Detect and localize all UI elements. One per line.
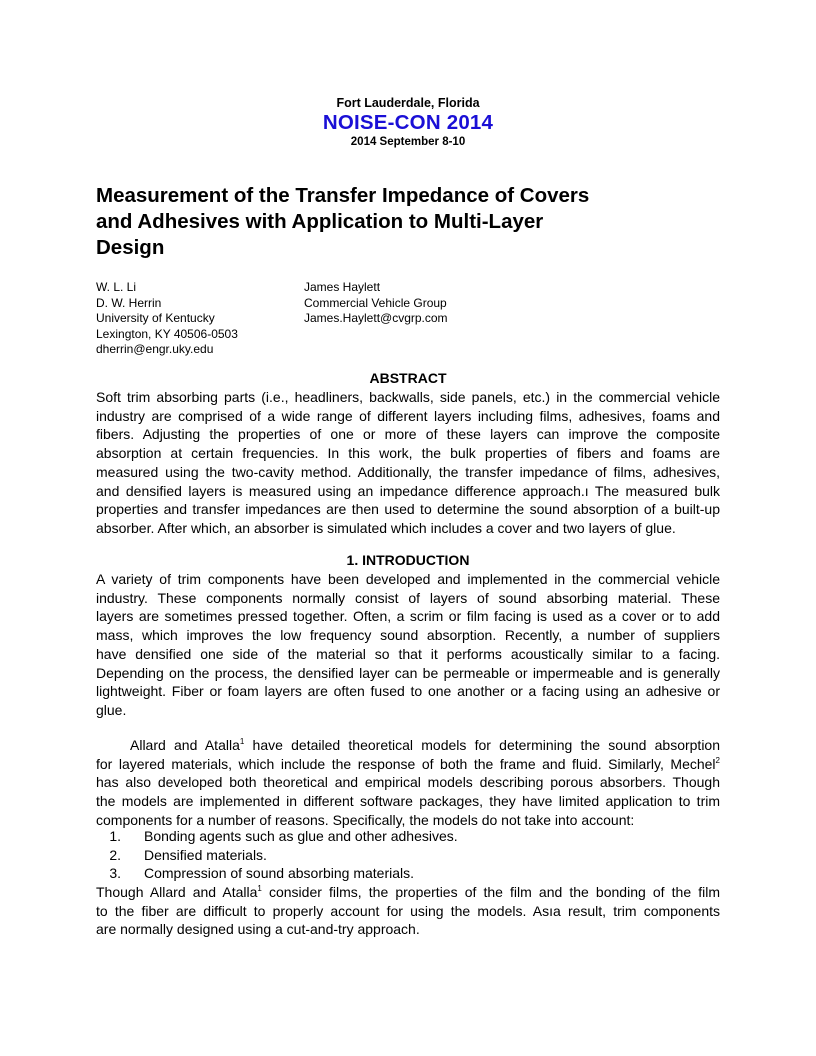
line-text: have detailed theoretical models for determining the sound absorption	[244, 737, 721, 753]
title-line: and Adhesives with Application to Multi-Layer	[96, 210, 544, 233]
paragraph-line: A variety of trim components have been developed and implemented in the commercial vehicle	[96, 571, 720, 587]
intro-paragraph-1	[96, 570, 720, 720]
author-name: James Haylett	[304, 280, 381, 294]
paper-title	[96, 183, 656, 261]
title-line: Design	[96, 236, 165, 259]
abstract-line: industry are comprised of a wide range of different layers including films, adhesives, foams and	[96, 407, 720, 424]
abstract-line: properties and transfer impedances are then used to determine the sound absorption of a built-up	[96, 501, 720, 518]
list-item	[96, 827, 458, 846]
line-text: for layered materials, which include the response of both the frame and fluid. Similarly, Mechel	[96, 755, 716, 772]
paragraph-line	[96, 883, 720, 902]
title-line: Measurement of the Transfer Impedance of Covers	[96, 184, 590, 207]
citation-ref: 1	[239, 737, 245, 746]
citation-ref: 2	[715, 755, 720, 765]
author-affiliation: University of Kentucky	[96, 311, 215, 325]
paragraph-line: has also developed both theoretical and empirical models describing porous absorbers. Though	[96, 774, 720, 791]
list-item	[96, 846, 458, 865]
line-text: Allard and Atalla	[130, 737, 240, 753]
list-text: Bonding agents such as glue and other adhesives.	[144, 828, 458, 844]
paragraph-line: components for a number of reasons. Specifically, the models do not take into account:	[96, 811, 635, 828]
paragraph-line: lightweight. Fiber or foam layers are often fused to one another or a facing using an adhesive or	[96, 683, 720, 700]
author-name: W. L. Li	[96, 280, 137, 294]
introduction-heading: 1. INTRODUCTION	[346, 552, 470, 568]
limitations-list	[96, 827, 458, 883]
abstract-line: absorption at certain frequencies. In this work, the bulk properties of fibers and foams are	[96, 445, 720, 462]
paragraph-line: glue.	[96, 701, 127, 718]
paragraph-line: mass, which improves the low frequency sound absorption. Recently, a number of suppliers	[96, 627, 720, 644]
author-email: James.Haylett@cvgrp.com	[304, 311, 448, 325]
author-name: D. W. Herrin	[96, 295, 162, 310]
conference-location: Fort Lauderdale, Florida	[336, 96, 480, 110]
intro-paragraph-2	[96, 736, 720, 830]
abstract-line: measured using the two-cavity method. Additionally, the transfer impedance of films, adhesives,	[96, 463, 720, 480]
citation-ref: 1	[257, 884, 262, 893]
list-number: 2.	[109, 846, 121, 863]
paragraph-line: industry. These components normally consist of layers of sound absorbing material. These	[96, 589, 720, 606]
paragraph-line	[96, 755, 720, 774]
abstract-line: Soft trim absorbing parts (i.e., headliners, backwalls, side panels, etc.) in the commercial vehicle	[96, 389, 720, 405]
paragraph-line: Depending on the process, the densified layer can be permeable or impermeable and is generally	[96, 664, 720, 681]
conference-name: NOISE-CON 2014	[322, 111, 494, 134]
author-email: dherrin@engr.uky.edu	[96, 342, 214, 356]
abstract-heading: ABSTRACT	[369, 370, 447, 386]
paragraph-line: have densified one side of the material so that it performs acoustically similar to a facing.	[96, 645, 720, 662]
abstract-line: fibers. Adjusting the properties of one or more of these layers can improve the composite	[96, 426, 720, 443]
conference-dates: 2014 September 8-10	[350, 136, 466, 148]
paragraph-line: to the fiber are difficult to properly account for using the models. Asıa result, trim components	[96, 902, 720, 919]
author-block-right	[304, 280, 448, 327]
line-text: Though Allard and Atalla	[96, 884, 258, 900]
intro-paragraph-3	[96, 883, 720, 939]
abstract-body	[96, 388, 720, 538]
author-affiliation: Commercial Vehicle Group	[304, 295, 447, 310]
list-number: 3.	[109, 865, 121, 882]
author-block-left	[96, 280, 238, 358]
abstract-line: and densified layers is measured using an impedance difference approach.ı The measured bulk	[96, 482, 720, 499]
paragraph-line: the models are implemented in different software packages, they have limited application to trim	[96, 793, 720, 810]
paragraph-line: layers are sometimes pressed together. Often, a scrim or film facing is used as a cover or to add	[96, 608, 720, 625]
list-number: 1.	[109, 828, 121, 844]
author-address: Lexington, KY 40506-0503	[96, 326, 238, 341]
abstract-line: absorber. After which, an absorber is simulated which includes a cover and two layers of glue.	[96, 519, 676, 536]
paragraph-line: are normally designed using a cut-and-try approach.	[96, 921, 420, 938]
line-text: consider films, the properties of the film and the bonding of the film	[261, 884, 720, 900]
list-text: Compression of sound absorbing materials.	[144, 865, 415, 882]
list-text: Densified materials.	[144, 846, 267, 863]
list-item	[96, 864, 458, 883]
paragraph-line	[96, 736, 720, 755]
